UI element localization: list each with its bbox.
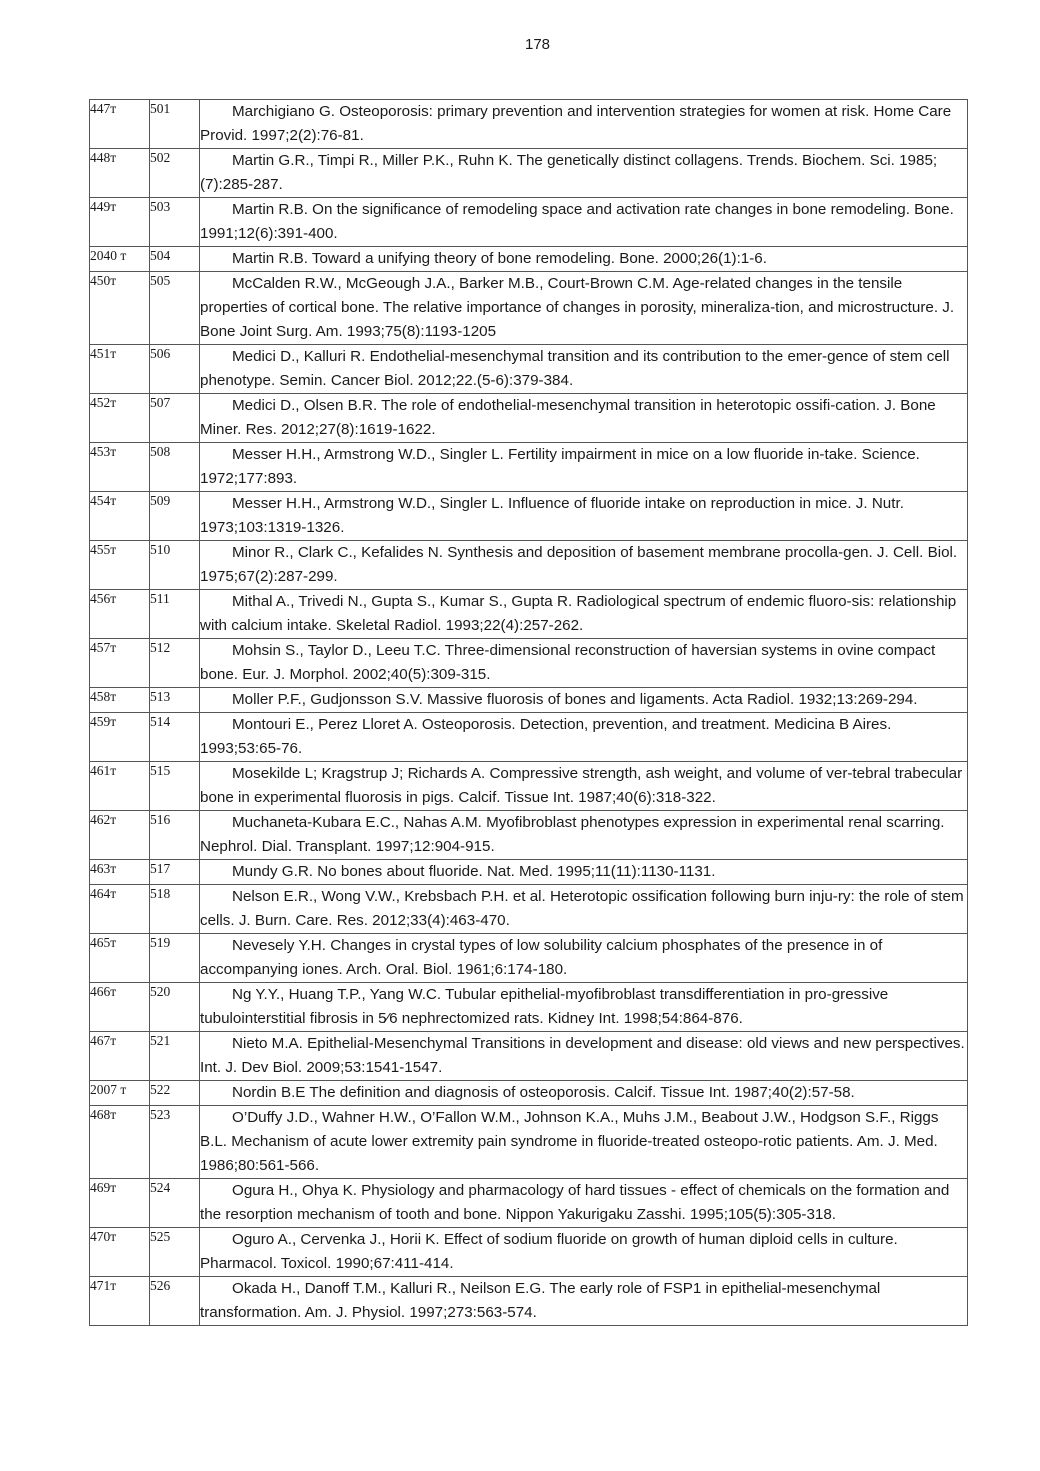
row-number-cell: 525 bbox=[150, 1228, 200, 1277]
row-id-cell: 447т bbox=[90, 100, 150, 149]
reference-text-cell: Mithal A., Trivedi N., Gupta S., Kumar S., Gupta R. Radiological spectrum of endemic fluoro-sis: relationship with calcium intake. Skeletal Radiol. 1993;22(4):257-262. bbox=[200, 590, 968, 639]
table-row bbox=[90, 443, 968, 492]
row-id-cell: 456т bbox=[90, 590, 150, 639]
row-number-cell: 520 bbox=[150, 983, 200, 1032]
row-id-cell: 466т bbox=[90, 983, 150, 1032]
table-row bbox=[90, 100, 968, 149]
reference-text-cell: Martin R.B. Toward a unifying theory of bone remodeling. Bone. 2000;26(1):1-6. bbox=[200, 247, 968, 272]
table-row bbox=[90, 860, 968, 885]
table-row bbox=[90, 247, 968, 272]
row-id-cell: 448т bbox=[90, 149, 150, 198]
table-row bbox=[90, 198, 968, 247]
reference-text-cell: Medici D., Kalluri R. Endothelial-mesenchymal transition and its contribution to the emer-gence of stem cell phenotype. Semin. Cancer Biol. 2012;22.(5-6):379-384. bbox=[200, 345, 968, 394]
reference-table bbox=[89, 99, 968, 1326]
reference-text-cell: Messer H.H., Armstrong W.D., Singler L. Fertility impairment in mice on a low fluoride in-take. Science. 1972;177:893. bbox=[200, 443, 968, 492]
table-row bbox=[90, 1106, 968, 1179]
reference-table-body bbox=[90, 100, 968, 1326]
row-id-cell: 468т bbox=[90, 1106, 150, 1179]
reference-text-cell: Medici D., Olsen B.R. The role of endothelial-mesenchymal transition in heterotopic ossifi-cation. J. Bone Miner. Res. 2012;27(8):1619-1622. bbox=[200, 394, 968, 443]
reference-text-cell: Ogura H., Ohya K. Physiology and pharmacology of hard tissues - effect of chemicals on the formation and the resorption mechanism of tooth and bone. Nippon Yakurigaku Zasshi. 1995;105(5):305-318. bbox=[200, 1179, 968, 1228]
page-number: 178 bbox=[524, 36, 551, 53]
row-id-cell: 452т bbox=[90, 394, 150, 443]
table-row bbox=[90, 713, 968, 762]
row-number-cell: 524 bbox=[150, 1179, 200, 1228]
reference-text-cell: Nieto M.A. Epithelial-Mesenchymal Transitions in development and disease: old views and new perspectives. Int. J. Dev Biol. 2009;53:1541-1547. bbox=[200, 1032, 968, 1081]
reference-text-cell: Minor R., Clark C., Kefalides N. Synthesis and deposition of basement membrane procolla-gen. J. Cell. Biol. 1975;67(2):287-299. bbox=[200, 541, 968, 590]
row-id-cell: 455т bbox=[90, 541, 150, 590]
reference-text-cell: Mosekilde L; Kragstrup J; Richards A. Compressive strength, ash weight, and volume of ver-tebral trabecular bone in experimental fluorosis in pigs. Calcif. Tissue Int. 1987;40(6):318-322. bbox=[200, 762, 968, 811]
reference-text-cell: Okada H., Danoff T.M., Kalluri R., Neilson E.G. The early role of FSP1 in epithelial-mesenchymal transformation. Am. J. Physiol. 1997;273:563-574. bbox=[200, 1277, 968, 1326]
reference-text-cell: Moller P.F., Gudjonsson S.V. Massive fluorosis of bones and ligaments. Acta Radiol. 1932;13:269-294. bbox=[200, 688, 968, 713]
reference-text-cell: Marchigiano G. Osteoporosis: primary prevention and intervention strategies for women at risk. Home Care Provid. 1997;2(2):76-81. bbox=[200, 100, 968, 149]
reference-text-cell: Mundy G.R. No bones about fluoride. Nat. Med. 1995;11(11):1130-1131. bbox=[200, 860, 968, 885]
row-number-cell: 522 bbox=[150, 1081, 200, 1106]
row-number-cell: 521 bbox=[150, 1032, 200, 1081]
reference-text-cell: Muchaneta-Kubara E.C., Nahas A.M. Myofibroblast phenotypes expression in experimental renal scarring. Nephrol. Dial. Transplant. 1997;12:904-915. bbox=[200, 811, 968, 860]
row-number-cell: 511 bbox=[150, 590, 200, 639]
row-number-cell: 519 bbox=[150, 934, 200, 983]
row-number-cell: 507 bbox=[150, 394, 200, 443]
row-id-cell: 2040 т bbox=[90, 247, 150, 272]
row-number-cell: 509 bbox=[150, 492, 200, 541]
reference-text-cell: Messer H.H., Armstrong W.D., Singler L. Influence of fluoride intake on reproduction in mice. J. Nutr. 1973;103:1319-1326. bbox=[200, 492, 968, 541]
row-id-cell: 453т bbox=[90, 443, 150, 492]
reference-text-cell: O’Duffy J.D., Wahner H.W., O’Fallon W.M., Johnson K.A., Muhs J.M., Beabout J.W., Hodgson S.F., Riggs B.L. Mechanism of acute lower extremity pain syndrome in fluoride-treated osteopo-rotic patients. Am. J. Med. 1986;80:561-566. bbox=[200, 1106, 968, 1179]
reference-text-cell: Oguro A., Cervenka J., Horii K. Effect of sodium fluoride on growth of human diploid cells in culture. Pharmacol. Toxicol. 1990;67:411-414. bbox=[200, 1228, 968, 1277]
table-row bbox=[90, 885, 968, 934]
row-number-cell: 505 bbox=[150, 272, 200, 345]
table-row bbox=[90, 492, 968, 541]
row-number-cell: 504 bbox=[150, 247, 200, 272]
row-id-cell: 461т bbox=[90, 762, 150, 811]
table-row bbox=[90, 811, 968, 860]
table-row bbox=[90, 983, 968, 1032]
row-number-cell: 506 bbox=[150, 345, 200, 394]
table-row bbox=[90, 394, 968, 443]
reference-text-cell: Mohsin S., Taylor D., Leeu T.C. Three-dimensional reconstruction of haversian systems in ovine compact bone. Eur. J. Morphol. 2002;40(5):309-315. bbox=[200, 639, 968, 688]
table-row bbox=[90, 639, 968, 688]
reference-text-cell: Montouri E., Perez Lloret A. Osteoporosis. Detection, prevention, and treatment. Medicina B Aires. 1993;53:65-76. bbox=[200, 713, 968, 762]
row-number-cell: 513 bbox=[150, 688, 200, 713]
table-row bbox=[90, 934, 968, 983]
table-row bbox=[90, 1032, 968, 1081]
row-number-cell: 514 bbox=[150, 713, 200, 762]
row-id-cell: 451т bbox=[90, 345, 150, 394]
row-id-cell: 454т bbox=[90, 492, 150, 541]
reference-text-cell: Martin G.R., Timpi R., Miller P.K., Ruhn K. The genetically distinct collagens. Trends. Biochem. Sci. 1985;(7):285-287. bbox=[200, 149, 968, 198]
row-number-cell: 518 bbox=[150, 885, 200, 934]
reference-text-cell: Nordin B.E The definition and diagnosis of osteoporosis. Calcif. Tissue Int. 1987;40(2):57-58. bbox=[200, 1081, 968, 1106]
table-row bbox=[90, 590, 968, 639]
row-id-cell: 471т bbox=[90, 1277, 150, 1326]
row-id-cell: 2007 т bbox=[90, 1081, 150, 1106]
row-id-cell: 469т bbox=[90, 1179, 150, 1228]
row-id-cell: 463т bbox=[90, 860, 150, 885]
row-id-cell: 457т bbox=[90, 639, 150, 688]
row-number-cell: 503 bbox=[150, 198, 200, 247]
row-number-cell: 515 bbox=[150, 762, 200, 811]
row-id-cell: 467т bbox=[90, 1032, 150, 1081]
row-number-cell: 512 bbox=[150, 639, 200, 688]
reference-text-cell: Ng Y.Y., Huang T.P., Yang W.C. Tubular epithelial-myofibroblast transdifferentiation in pro-gressive tubulointerstitial fibrosis in 5⁄6 nephrectomized rats. Kidney Int. 1998;54:864-876. bbox=[200, 983, 968, 1032]
table-row bbox=[90, 688, 968, 713]
row-number-cell: 502 bbox=[150, 149, 200, 198]
row-id-cell: 459т bbox=[90, 713, 150, 762]
table-row bbox=[90, 541, 968, 590]
row-id-cell: 449т bbox=[90, 198, 150, 247]
table-row bbox=[90, 345, 968, 394]
row-number-cell: 510 bbox=[150, 541, 200, 590]
table-row bbox=[90, 149, 968, 198]
row-id-cell: 464т bbox=[90, 885, 150, 934]
table-row bbox=[90, 272, 968, 345]
row-id-cell: 462т bbox=[90, 811, 150, 860]
row-number-cell: 516 bbox=[150, 811, 200, 860]
table-row bbox=[90, 1277, 968, 1326]
row-number-cell: 526 bbox=[150, 1277, 200, 1326]
reference-text-cell: Nevesely Y.H. Changes in crystal types of low solubility calcium phosphates of the presence in of accompanying iones. Arch. Oral. Biol. 1961;6:174-180. bbox=[200, 934, 968, 983]
row-number-cell: 501 bbox=[150, 100, 200, 149]
table-row bbox=[90, 762, 968, 811]
table-row bbox=[90, 1179, 968, 1228]
row-id-cell: 470т bbox=[90, 1228, 150, 1277]
reference-text-cell: Nelson E.R., Wong V.W., Krebsbach P.H. et al. Heterotopic ossification following burn inju-ry: the role of stem cells. J. Burn. Care. Res. 2012;33(4):463-470. bbox=[200, 885, 968, 934]
table-row bbox=[90, 1228, 968, 1277]
reference-text-cell: Martin R.B. On the significance of remodeling space and activation rate changes in bone remodeling. Bone. 1991;12(6):391-400. bbox=[200, 198, 968, 247]
row-number-cell: 517 bbox=[150, 860, 200, 885]
row-number-cell: 523 bbox=[150, 1106, 200, 1179]
row-id-cell: 450т bbox=[90, 272, 150, 345]
row-id-cell: 465т bbox=[90, 934, 150, 983]
row-id-cell: 458т bbox=[90, 688, 150, 713]
reference-text-cell: McCalden R.W., McGeough J.A., Barker M.B., Court-Brown C.M. Age-related changes in the tensile properties of cortical bone. The relative importance of changes in porosity, mineraliza-tion, and microstructure. J. Bone Joint Surg. Am. 1993;75(8):1193-1205 bbox=[200, 272, 968, 345]
row-number-cell: 508 bbox=[150, 443, 200, 492]
table-row bbox=[90, 1081, 968, 1106]
